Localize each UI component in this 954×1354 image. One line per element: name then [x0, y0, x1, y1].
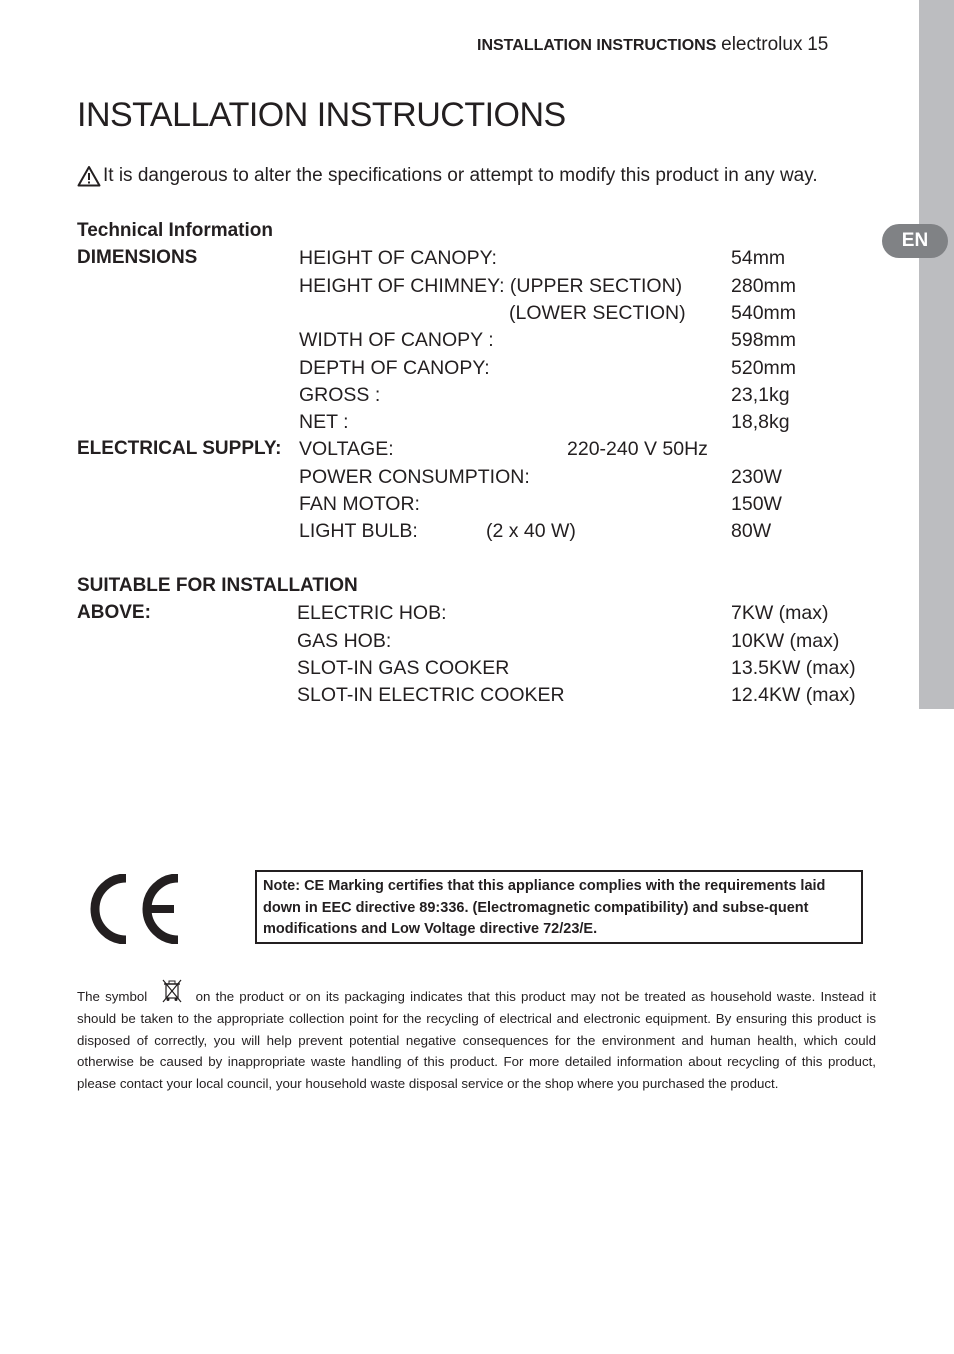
power-label: POWER CONSUMPTION:: [299, 466, 530, 488]
ce-note-box: [255, 870, 863, 944]
warning-text: It is dangerous to alter the specifications or attempt to modify this product in any way.: [103, 165, 818, 186]
crossed-bin-icon: [154, 978, 188, 1004]
voltage-value: 220-240 V 50Hz: [567, 438, 708, 460]
gross-weight-value: 23,1kg: [731, 384, 790, 406]
ce-mark-logo: [84, 874, 184, 944]
chimney-lower-value: 540mm: [731, 302, 797, 324]
slot-electric-value: 12.4KW (max): [731, 684, 856, 706]
slot-gas-label: SLOT-IN GAS COOKER: [297, 657, 510, 679]
recycling-paragraph: [77, 978, 876, 1095]
net-weight-label: NET :: [299, 411, 349, 433]
ce-note-text: Note: CE Marking certifies that this appliance complies with the requirements laid down in EEC directive 89:336. (Electromagnetic compatibility) and subse-quent modifications and Low Voltage directive 72/23/E.: [263, 878, 826, 937]
chimney-upper-label: HEIGHT OF CHIMNEY: (UPPER SECTION): [299, 275, 683, 297]
light-bulb-value: 80W: [731, 520, 772, 542]
warning-line: [77, 165, 818, 187]
header-section: INSTALLATION INSTRUCTIONS: [477, 37, 717, 54]
page-number: 15: [807, 34, 829, 55]
running-header: [477, 34, 828, 56]
gross-weight-label: GROSS :: [299, 384, 381, 406]
depth-canopy-label: DEPTH OF CANOPY:: [299, 357, 490, 379]
power-value: 230W: [731, 466, 782, 488]
suitable-heading: SUITABLE FOR INSTALLATION: [77, 575, 358, 596]
fan-motor-value: 150W: [731, 493, 782, 515]
recycling-text-rest: on the product or on its packaging indicates that this product may not be treated as household waste. Instead it should be taken to the appropriate collection point for the recycling of electrical and electronic equipment. By ensuring this product is disposed of correctly, you will help prevent potential negative consequences for the environment and human health, which could otherwise be caused by inappropriate waste handling of this product. For more detailed information about recycling of this product, please contact your local council, your household waste disposal service or the shop where you purchased the product.: [77, 989, 877, 1092]
chimney-upper-value: 280mm: [731, 275, 797, 297]
warning-triangle-icon: [77, 165, 101, 187]
electrical-label: ELECTRICAL SUPPLY:: [77, 438, 282, 459]
tech-heading: Technical Information: [77, 220, 274, 241]
dimensions-label: DIMENSIONS: [77, 247, 198, 268]
language-badge: EN: [882, 224, 948, 258]
light-bulb-detail: (2 x 40 W): [486, 520, 576, 542]
voltage-label: VOLTAGE:: [299, 438, 394, 460]
width-canopy-label: WIDTH OF CANOPY :: [299, 329, 494, 351]
electric-hob-label: ELECTRIC HOB:: [297, 602, 447, 624]
above-label: ABOVE:: [77, 602, 151, 623]
slot-gas-value: 13.5KW (max): [731, 657, 856, 679]
light-bulb-label: LIGHT BULB:: [299, 520, 418, 542]
gas-hob-label: GAS HOB:: [297, 630, 392, 652]
side-tab: [919, 0, 954, 709]
page-title: INSTALLATION INSTRUCTIONS: [77, 96, 566, 134]
chimney-lower-label: (LOWER SECTION): [509, 302, 686, 324]
recycling-text-start: The symbol: [77, 989, 148, 1004]
electric-hob-value: 7KW (max): [731, 602, 829, 624]
gas-hob-value: 10KW (max): [731, 630, 840, 652]
fan-motor-label: FAN MOTOR:: [299, 493, 420, 515]
depth-canopy-value: 520mm: [731, 357, 797, 379]
height-canopy-value: 54mm: [731, 247, 786, 269]
width-canopy-value: 598mm: [731, 329, 797, 351]
net-weight-value: 18,8kg: [731, 411, 790, 433]
slot-electric-label: SLOT-IN ELECTRIC COOKER: [297, 684, 565, 706]
height-canopy-label: HEIGHT OF CANOPY:: [299, 247, 497, 269]
header-brand: electrolux: [721, 34, 803, 55]
